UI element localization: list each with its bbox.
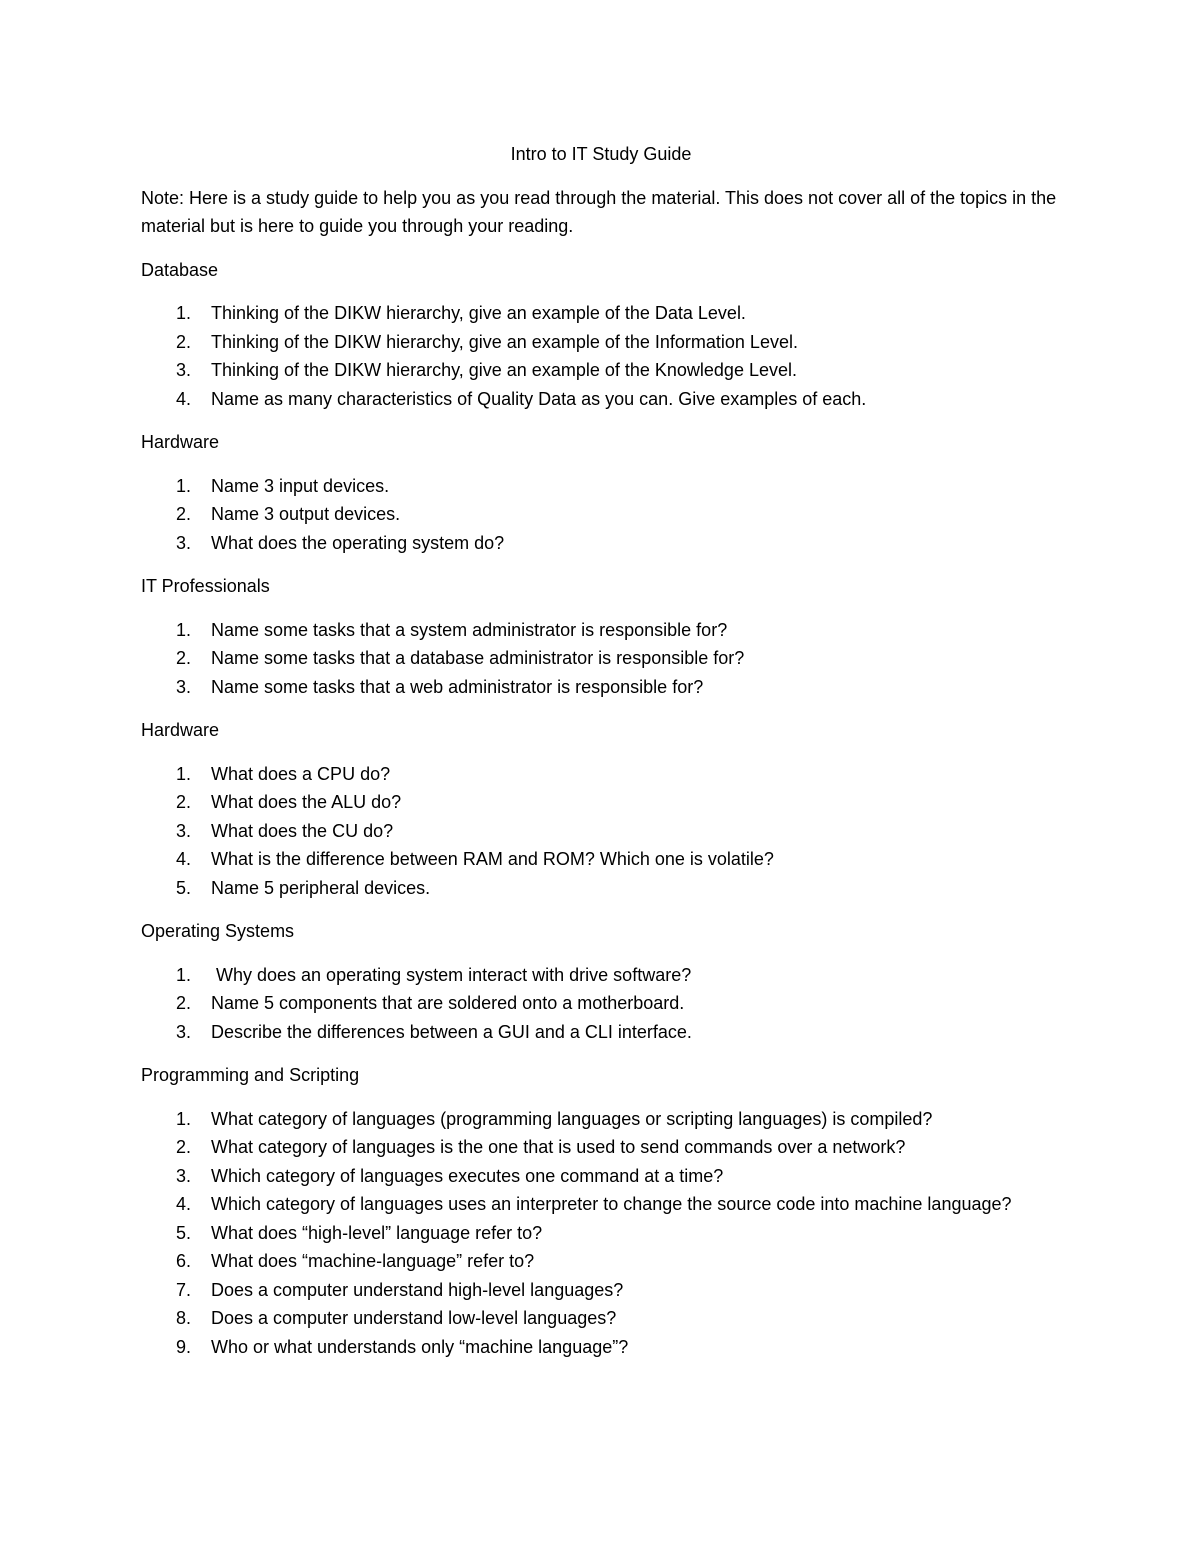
item-number: 8. [176,1308,192,1328]
list-item [141,1304,1061,1333]
list-item [141,1190,1061,1219]
item-number: 1. [176,303,192,323]
list-item [141,1133,1061,1162]
list-item [141,299,1061,328]
item-number: 1. [176,1108,192,1129]
item-number: 4. [176,388,192,409]
list-item [141,1018,1061,1047]
item-text: What is the difference between RAM and ROM? Which one is volatile? [211,849,774,869]
section-heading-programming-and-scripting: Programming and Scripting [141,1065,360,1085]
question-list-hardware [141,472,1061,558]
item-text: Which category of languages uses an interpreter to change the source code into machine language? [211,1194,1012,1214]
item-text: Name 3 input devices. [211,475,390,496]
section-heading-hardware-2: Hardware [141,720,220,740]
item-text: What does “high-level” language refer to? [211,1222,543,1243]
item-number: 1. [176,964,192,985]
item-text: Thinking of the DIKW hierarchy, give an example of the Information Level. [211,331,798,352]
list-item [141,616,1061,645]
item-text: Which category of languages executes one command at a time? [211,1165,724,1186]
item-number: 2. [176,993,192,1013]
list-item [141,1219,1061,1248]
list-item [141,500,1061,529]
item-number: 5. [176,1222,192,1243]
item-text: What does a CPU do? [211,763,391,784]
item-text: What does the CU do? [211,820,394,841]
item-number: 6. [176,1251,192,1271]
item-number: 3. [176,532,192,553]
item-number: 3. [176,820,192,841]
item-text: Name 5 peripheral devices. [211,877,431,898]
item-number: 2. [176,331,192,352]
item-text: What category of languages (programming languages or scripting languages) is compiled? [211,1108,933,1129]
item-number: 5. [176,877,192,898]
item-number: 3. [176,1165,192,1186]
list-item [141,989,1061,1018]
item-text: What does “machine-language” refer to? [211,1251,535,1271]
page-title: Intro to IT Study Guide [510,144,692,164]
item-number: 2. [176,792,192,812]
question-list-it-professionals [141,616,1061,702]
list-item [141,1162,1061,1191]
item-number: 1. [176,475,192,496]
item-number: 2. [176,1137,192,1157]
list-item [141,328,1061,357]
item-number: 4. [176,849,192,869]
item-text: Name 5 components that are soldered onto a motherboard. [211,993,685,1013]
item-text: Name as many characteristics of Quality Data as you can. Give examples of each. [211,388,867,409]
item-text: What does the operating system do? [211,532,505,553]
item-text: What does the ALU do? [211,792,402,812]
item-number: 2. [176,504,192,524]
list-item [141,1333,1061,1362]
item-text: Why does an operating system interact with drive software? [211,964,692,985]
item-text: Name some tasks that a database administrator is responsible for? [211,648,745,668]
section-heading-database: Database [141,259,219,280]
item-text: Does a computer understand high-level languages? [211,1279,624,1300]
list-item [141,874,1061,903]
item-number: 1. [176,619,192,640]
list-item [141,644,1061,673]
item-text: Name some tasks that a web administrator is responsible for? [211,676,704,697]
item-text: Name some tasks that a system administrator is responsible for? [211,619,728,640]
item-number: 4. [176,1194,192,1214]
item-text: Who or what understands only “machine language”? [211,1336,629,1357]
item-number: 9. [176,1336,192,1357]
item-number: 3. [176,676,192,697]
list-item [141,1276,1061,1305]
list-item [141,673,1061,702]
list-item [141,356,1061,385]
list-item [141,845,1061,874]
list-item [141,817,1061,846]
item-number: 7. [176,1279,192,1300]
list-item [141,788,1061,817]
item-number: 3. [176,360,192,380]
item-text: Thinking of the DIKW hierarchy, give an example of the Knowledge Level. [211,360,797,380]
question-list-operating-systems [141,961,1061,1047]
list-item [141,472,1061,501]
section-heading-operating-systems: Operating Systems [141,921,295,941]
item-number: 2. [176,648,192,668]
item-text: What category of languages is the one that is used to send commands over a network? [211,1137,906,1157]
item-number: 3. [176,1021,192,1042]
item-text: Does a computer understand low-level languages? [211,1308,617,1328]
list-item [141,1247,1061,1276]
item-text: Thinking of the DIKW hierarchy, give an example of the Data Level. [211,303,746,323]
item-text: Describe the differences between a GUI and a CLI interface. [211,1021,692,1042]
list-item [141,385,1061,414]
question-list-programming-and-scripting [141,1105,1061,1362]
list-item [141,1105,1061,1134]
question-list-database [141,299,1061,413]
item-number: 1. [176,763,192,784]
item-text: Name 3 output devices. [211,504,401,524]
list-item [141,760,1061,789]
document-body [141,140,1061,1376]
list-item [141,529,1061,558]
list-item [141,961,1061,990]
section-heading-hardware: Hardware [141,432,220,452]
question-list-hardware-2 [141,760,1061,903]
study-guide-note: Note: Here is a study guide to help you as you read through the material. This does not cover all of the topics in the material but is here to guide you through your reading. [141,187,1057,236]
section-heading-it-professionals: IT Professionals [141,576,270,596]
